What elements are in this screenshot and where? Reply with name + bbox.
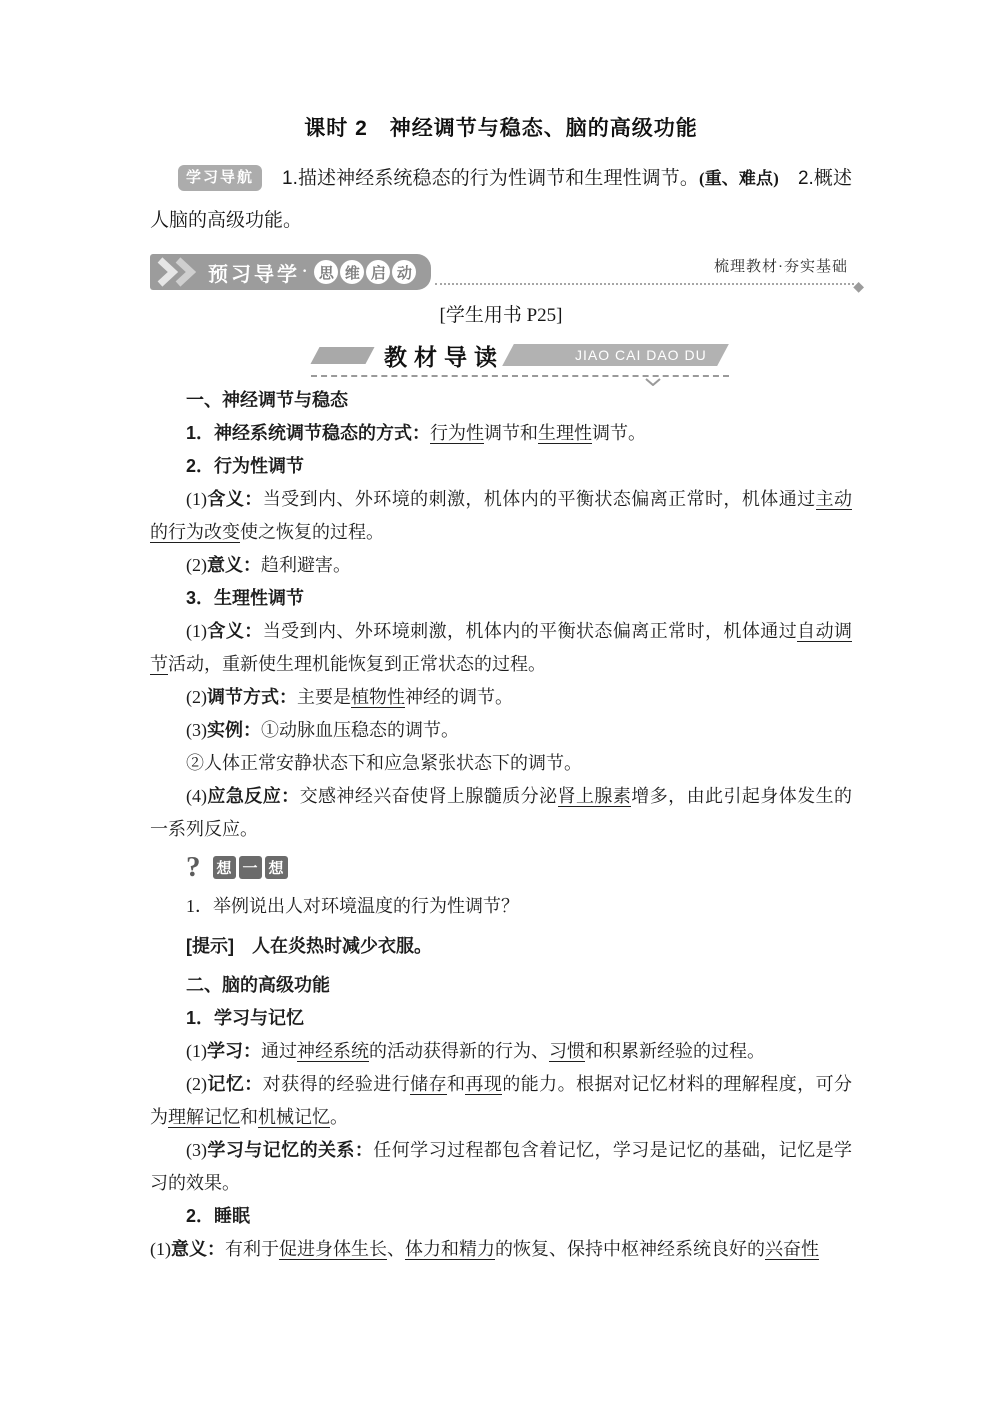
dashed-line xyxy=(311,375,729,377)
text-segment: 3．生理性调节 xyxy=(186,588,305,608)
text-segment: 通过 xyxy=(261,1041,297,1061)
think-box-char: 想 xyxy=(213,856,236,879)
text-segment: 调节方式： xyxy=(207,687,297,707)
banner-box xyxy=(150,254,431,290)
text-segment: 和 xyxy=(447,1074,466,1094)
body-paragraph xyxy=(150,1134,852,1200)
text-segment: 1．学习与记忆 xyxy=(186,1008,305,1028)
text-segment: 二、脑的高级功能 xyxy=(186,975,330,995)
body-paragraph xyxy=(150,582,852,615)
text-segment: 、 xyxy=(387,1239,405,1259)
study-nav-badge: 学习导航 xyxy=(178,165,262,191)
text-segment: 实例： xyxy=(207,720,261,740)
fill-in-blank: 自动调节 xyxy=(150,621,853,674)
text-segment: (3) xyxy=(186,720,207,740)
banner-separator: · xyxy=(302,263,308,280)
text-segment: 人在炎热时减少衣服。 xyxy=(234,936,432,956)
text-segment: 应急反应： xyxy=(207,786,300,806)
text-segment: (1) xyxy=(150,1239,171,1259)
body-paragraph xyxy=(150,450,852,483)
text-segment: (1) xyxy=(186,489,207,509)
fill-in-blank: 习惯 xyxy=(549,1041,585,1061)
think-box-char: 想 xyxy=(265,856,288,879)
fill-in-blank: 行为性 xyxy=(430,423,485,443)
text-segment: 的活动获得新的行为、 xyxy=(369,1041,549,1061)
page-title: 课时 2 神经调节与稳态、脑的高级功能 xyxy=(304,117,698,140)
fill-in-blank: 机械记忆 xyxy=(258,1107,330,1127)
parallelogram-decoration xyxy=(310,347,374,364)
text-segment: 调节和 xyxy=(484,423,539,443)
banner-circle-char: 维 xyxy=(340,260,364,284)
text-segment: 意义： xyxy=(207,555,261,575)
think-box-char: 一 xyxy=(239,856,262,879)
body-paragraph xyxy=(150,417,852,450)
text-segment: 任何学习过程都包含着记忆，学习是记忆的基础，记忆是学习的效果。 xyxy=(150,1140,853,1193)
text-segment: 调节。 xyxy=(592,423,647,443)
section-2 xyxy=(150,890,852,1266)
body-paragraph xyxy=(150,930,852,963)
body-paragraph xyxy=(150,747,852,780)
text-segment: 学习与记忆的关系： xyxy=(207,1140,374,1160)
text-segment: 2．睡眠 xyxy=(186,1206,251,1226)
body-paragraph xyxy=(150,890,852,923)
banner-circle-char: 动 xyxy=(392,260,416,284)
fill-in-blank: 理解记忆 xyxy=(168,1107,240,1127)
banner-tail xyxy=(431,254,864,295)
section-banner-preview xyxy=(150,254,864,295)
text-segment: 和积累新经验的过程。 xyxy=(585,1041,765,1061)
chevron-down-icon xyxy=(645,378,661,386)
text-segment: 含义： xyxy=(207,489,263,509)
text-segment: (重、难点) xyxy=(698,169,779,188)
dotted-line xyxy=(435,283,854,285)
text-segment: ①动脉血压稳态的调节。 xyxy=(261,720,459,740)
text-segment: 增多，由此引起身体发生的一系列反应。 xyxy=(150,786,853,839)
text-segment: (2) xyxy=(186,687,207,707)
body-paragraph xyxy=(150,384,852,417)
text-segment: 趋利避害。 xyxy=(261,555,351,575)
text-segment: 活动，重新使生理机能恢复到正常状态的过程。 xyxy=(168,654,546,674)
text-segment: 1．神经系统调节稳态的方式： xyxy=(186,423,431,443)
text-segment: 和 xyxy=(240,1107,258,1127)
study-nav-line xyxy=(150,158,852,242)
text-segment: 当受到内、外环境刺激，机体内的平衡状态偏离正常时，机体通过 xyxy=(262,621,798,641)
section-banner-textbook-guide xyxy=(315,340,723,370)
banner-side-note: 梳理教材·夯实基础 xyxy=(714,259,848,275)
body-paragraph xyxy=(150,1200,852,1233)
text-segment: 主要是 xyxy=(297,687,351,707)
text-segment: 交感神经兴奋使肾上腺髓质分泌 xyxy=(299,786,558,806)
fill-in-blank: 储存 xyxy=(410,1074,448,1094)
text-segment: 1.描述神经系统稳态的行为性调节和生理性调节。 xyxy=(282,168,699,189)
text-segment: 使之恢复的过程。 xyxy=(240,522,384,542)
text-segment: 2．行为性调节 xyxy=(186,456,305,476)
text-segment: 神经的调节。 xyxy=(405,687,513,707)
text-segment: (2) xyxy=(186,555,207,575)
text-segment: (2) xyxy=(186,1074,207,1094)
banner-circle-char: 启 xyxy=(366,260,390,284)
body-paragraph xyxy=(150,1233,852,1266)
text-segment: 意义： xyxy=(171,1239,225,1259)
guide-pinyin: JIAO CAI DAO DU xyxy=(575,347,707,363)
fill-in-blank: 神经系统 xyxy=(297,1041,369,1061)
diamond-icon: ◆ xyxy=(853,280,864,295)
text-segment: 一、神经调节与稳态 xyxy=(186,390,348,410)
fill-in-blank: 肾上腺素 xyxy=(557,786,632,806)
text-segment: 2.概述人脑的高级功能。 xyxy=(150,168,852,231)
banner-circle-char: 思 xyxy=(314,260,338,284)
text-segment: (3) xyxy=(186,1140,207,1160)
text-segment: 记忆： xyxy=(207,1074,263,1094)
fill-in-blank: 体力和精力 xyxy=(405,1239,495,1259)
section-1 xyxy=(150,384,852,846)
fill-in-blank: 主动的行为改变 xyxy=(150,489,853,542)
body-paragraph xyxy=(150,483,852,549)
text-segment: 对获得的经验进行 xyxy=(262,1074,411,1094)
pinyin-ribbon xyxy=(502,344,729,366)
text-segment: (4) xyxy=(186,786,207,806)
double-chevron-icon xyxy=(156,257,202,287)
body-paragraph xyxy=(150,1002,852,1035)
fill-in-blank: 兴奋性 xyxy=(765,1239,819,1259)
text-segment: 当受到内、外环境的刺激，机体内的平衡状态偏离正常时，机体通过 xyxy=(262,489,816,509)
question-mark-icon: ? xyxy=(186,850,201,883)
text-segment: 的恢复、保持中枢神经系统良好的 xyxy=(495,1239,765,1259)
text-segment: (1) xyxy=(186,1041,207,1061)
body-paragraph xyxy=(150,1035,852,1068)
text-segment: 含义： xyxy=(207,621,263,641)
body-paragraph xyxy=(150,1068,852,1134)
body-paragraph xyxy=(150,549,852,582)
body-paragraph xyxy=(150,714,852,747)
text-segment: 。 xyxy=(330,1107,348,1127)
text-segment: (1) xyxy=(186,621,207,641)
text-segment: 学习： xyxy=(207,1041,261,1061)
body-paragraph xyxy=(150,780,852,846)
student-book-ref: [学生用书 P25] xyxy=(439,305,563,326)
banner-title: 预习导学 xyxy=(208,263,300,286)
guide-title: 教材导读 xyxy=(384,343,504,370)
body-paragraph xyxy=(150,615,852,681)
fill-in-blank: 植物性 xyxy=(351,687,405,707)
think-prompt xyxy=(150,852,852,882)
text-segment: 1．举例说出人对环境温度的行为性调节？ xyxy=(186,896,519,916)
fill-in-blank: 再现 xyxy=(465,1074,503,1094)
fill-in-blank: 生理性 xyxy=(538,423,593,443)
body-paragraph xyxy=(150,681,852,714)
text-segment: ②人体正常安静状态下和应急紧张状态下的调节。 xyxy=(186,753,582,773)
text-segment: [提示] xyxy=(186,936,234,956)
body-paragraph xyxy=(150,969,852,1002)
text-segment: 的能力。根据对记忆材料的理解程度，可分为 xyxy=(150,1074,853,1127)
text-segment: 有利于 xyxy=(225,1239,279,1259)
fill-in-blank: 促进身体生长 xyxy=(279,1239,387,1259)
